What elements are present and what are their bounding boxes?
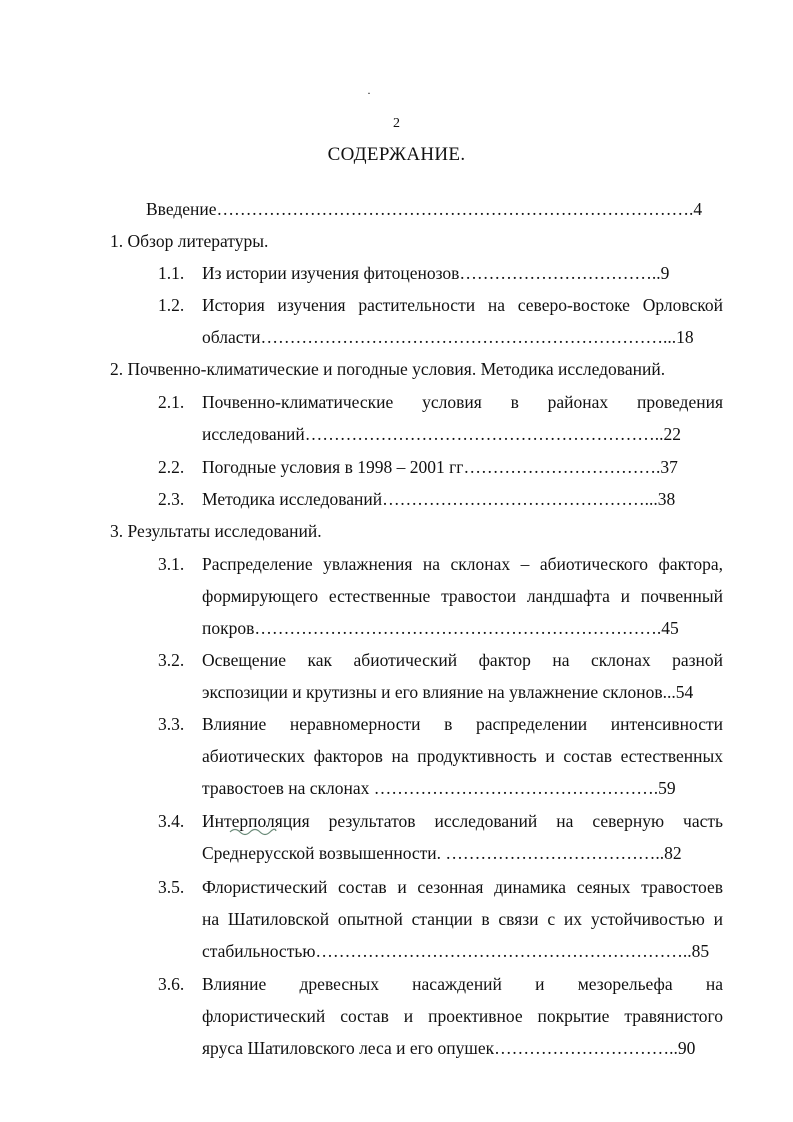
page-title: СОДЕРЖАНИЕ.	[327, 144, 466, 165]
toc-item-line: Методика исследований………………………………………...38	[202, 489, 676, 509]
toc-item-line: История изучения растительности на северо-востоке Орловской	[202, 295, 723, 315]
toc-item-number: 2.1.	[158, 392, 185, 412]
toc-item-line: формирующего естественные травостои ландшафта и почвенный	[202, 586, 723, 606]
toc-section-2-heading: 2. Почвенно-климатические и погодные условия. Методика исследований.	[110, 359, 666, 379]
toc-item-line: Флористический состав и сезонная динамика сеяных травостоев	[202, 877, 723, 897]
toc-item-number: 1.1.	[158, 263, 185, 283]
toc-item-number: 2.2.	[158, 457, 185, 477]
toc-item-line: стабильностью………………………………………………………..85	[202, 941, 710, 961]
toc-item-number: 2.3.	[158, 489, 185, 509]
toc-item-number: 3.1.	[158, 554, 185, 574]
toc-section-1-heading: 1. Обзор литературы.	[110, 231, 269, 251]
toc-item-number: 3.6.	[158, 974, 185, 994]
toc-item-line: области……………………………………………………………...18	[202, 327, 694, 347]
toc-item-line: экспозиции и крутизны и его влияние на увлажнение склонов...54	[202, 682, 694, 702]
toc-item-number: 3.3.	[158, 714, 185, 734]
toc-item-line: Влияние неравномерности в распределении интенсивности	[202, 714, 723, 734]
page-number: 2	[393, 116, 400, 131]
toc-item-line: Интерполяция результатов исследований на северную часть	[202, 811, 723, 831]
toc-item-number: 3.4.	[158, 811, 185, 831]
wavy-stroke	[230, 829, 276, 834]
toc-item-line: Распределение увлажнения на склонах – абиотического фактора,	[202, 554, 723, 574]
toc-item-line: яруса Шатиловского леса и его опушек…………………………..90	[202, 1038, 696, 1058]
toc-item-line: Почвенно-климатические условия в районах проведения	[202, 392, 723, 412]
toc-item-line: Влияние древесных насаждений и мезорельефа на	[202, 974, 723, 994]
toc-item-line: покров…………………………………………………………….45	[202, 618, 679, 638]
toc-item-line: Погодные условия в 1998 – 2001 гг…………………………….37	[202, 457, 678, 477]
toc-item-line: флористический состав и проективное покрытие травянистого	[202, 1006, 723, 1026]
stray-mark: ·	[367, 86, 371, 100]
toc-item-line: Освещение как абиотический фактор на склонах разной	[202, 650, 723, 670]
toc-item-number: 3.2.	[158, 650, 185, 670]
toc-item-line: Среднерусской возвышенности. ………………………………..82	[202, 843, 682, 863]
toc-intro: Введение……………………………………………………………………….4	[146, 199, 703, 219]
toc-item-line: на Шатиловской опытной станции в связи с их устойчивостью и	[202, 909, 723, 929]
handwritten-underline-mark	[228, 826, 278, 836]
toc-item-line: абиотических факторов на продуктивность и состав естественных	[202, 746, 723, 766]
toc-section-3-heading: 3. Результаты исследований.	[110, 521, 322, 541]
toc-item-line: травостоев на склонах ………………………………………….59	[202, 778, 676, 798]
toc-item-number: 3.5.	[158, 877, 185, 897]
toc-item-number: 1.2.	[158, 295, 185, 315]
toc-item-line: исследований……………………………………………………..22	[202, 424, 681, 444]
toc-item-line: Из истории изучения фитоценозов……………………………..9	[202, 263, 670, 283]
